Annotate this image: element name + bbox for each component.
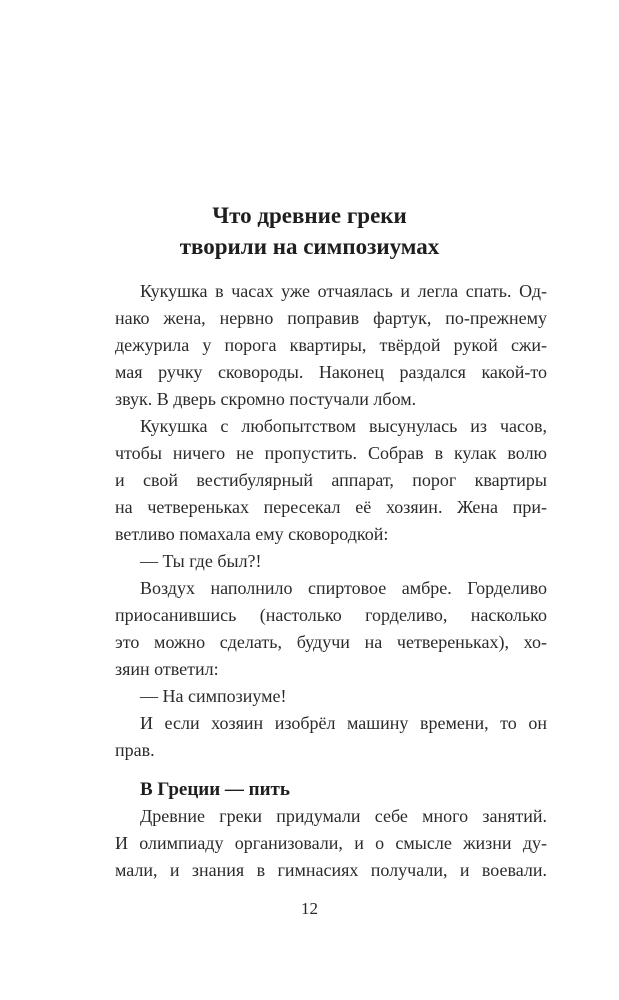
chapter-title-line-1: Что древние греки: [212, 203, 407, 228]
text-line: звук. В дверь скромно постучали лбом.: [115, 389, 417, 409]
text-line: Древние греки придумали себе много занятий.: [140, 806, 547, 826]
text-line: это можно сделать, будучи на четвереньках), хо-: [115, 632, 547, 652]
dialogue-line: — Ты где был?!: [140, 551, 262, 571]
text-line: Воздух наполнило спиртовое амбре. Горделиво: [140, 578, 547, 598]
text-line: И олимпиаду организовали, и о смысле жизни ду-: [115, 833, 547, 853]
text-line: дежурила у порога квартиры, твёрдой рукой сжи-: [115, 335, 547, 355]
dialogue-line: — На симпозиуме!: [140, 686, 287, 706]
chapter-title-line-2: творили на симпозиумах: [179, 234, 440, 259]
text-line: зяин ответил:: [115, 659, 219, 679]
section: [115, 776, 547, 884]
text-line: на четвереньках пересекал её хозяин. Жена при-: [115, 497, 547, 517]
text-line: чтобы ничего не пропустить. Собрав в кулак волю: [115, 443, 547, 463]
text-line: и свой вестибулярный аппарат, порог квартиры: [115, 470, 547, 490]
text-line: ветливо помахала ему сковородкой:: [115, 524, 389, 544]
section-subheading: В Греции — пить: [140, 779, 290, 800]
text-line: нако жена, нервно поправив фартук, по-прежнему: [115, 308, 547, 328]
text-line: Кукушка в часах уже отчаялась и легла спать. Од-: [140, 281, 547, 301]
text-line: мали, и знания в гимнасиях получали, и воевали.: [115, 860, 547, 880]
body-text: [115, 278, 547, 764]
text-line: мая ручку сковороды. Наконец раздался какой-то: [115, 362, 547, 382]
text-line: приосанившись (настолько горделиво, насколько: [115, 605, 547, 625]
page-number: 12: [301, 899, 318, 918]
text-line: И если хозяин изобрёл машину времени, то он: [140, 713, 547, 733]
text-line: прав.: [115, 740, 155, 760]
text-line: Кукушка с любопытством высунулась из часов,: [140, 416, 547, 436]
